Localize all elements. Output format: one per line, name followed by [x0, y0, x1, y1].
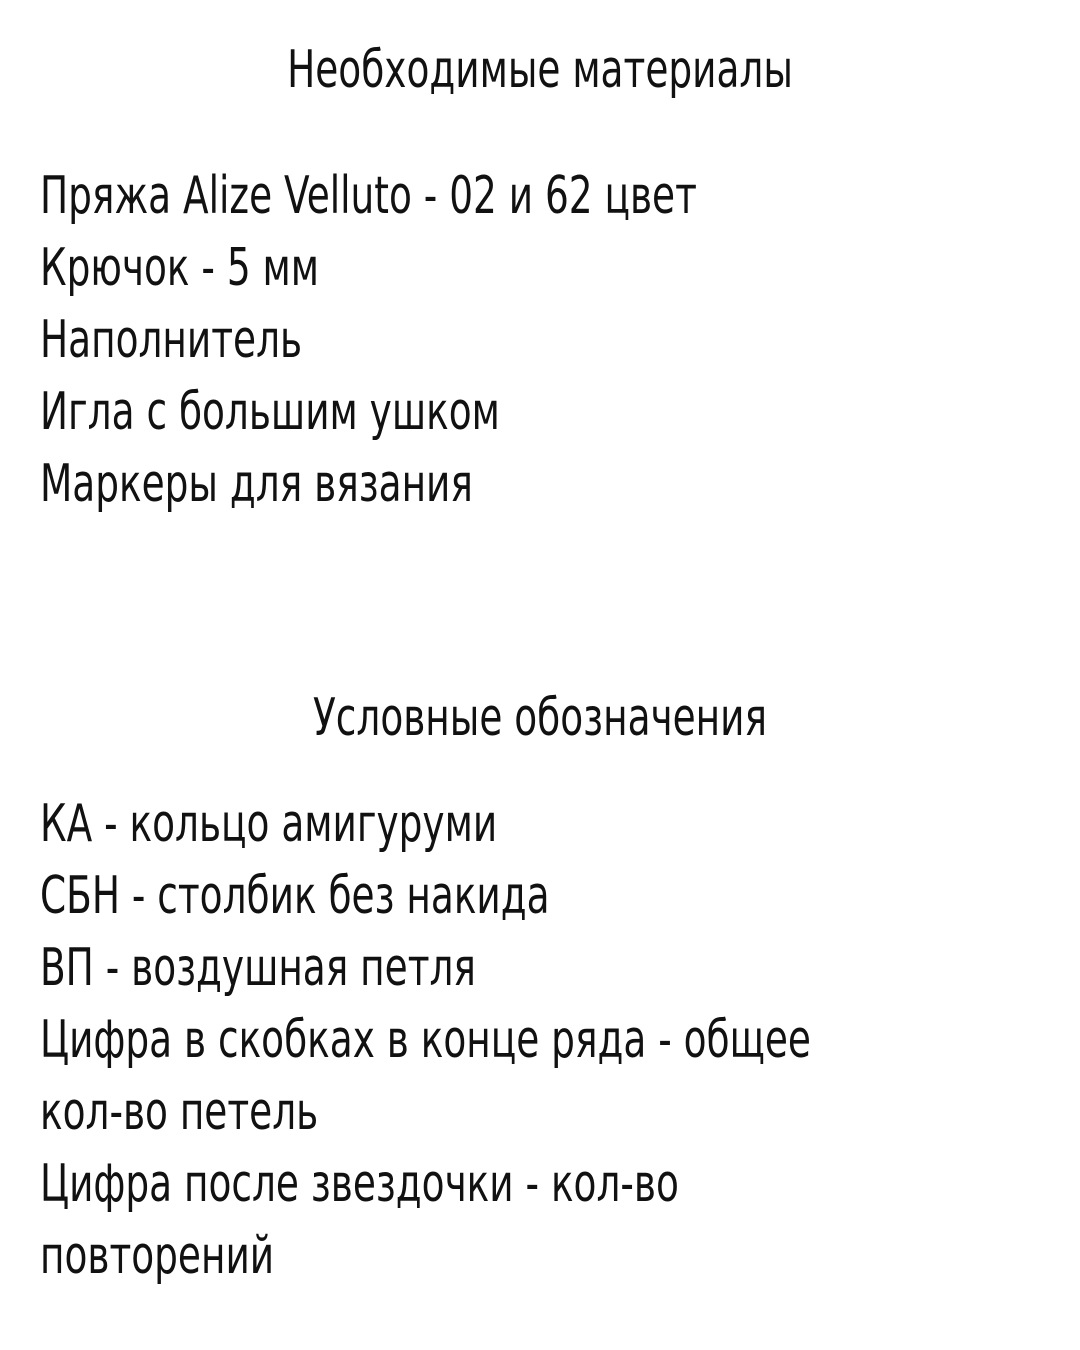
legend-line-brackets-cont: кол-во петель: [40, 1082, 319, 1142]
materials-item-yarn: Пряжа Alize Velluto - 02 и 62 цвет: [40, 166, 697, 226]
materials-title: Необходимые материалы: [287, 40, 793, 100]
materials-item-hook: Крючок - 5 мм: [40, 238, 320, 298]
legend-line-ka: КА - кольцо амигуруми: [40, 794, 498, 854]
legend-line-vp: ВП - воздушная петля: [40, 938, 476, 998]
materials-item-markers: Маркеры для вязания: [40, 454, 473, 514]
materials-item-filler: Наполнитель: [40, 310, 303, 370]
materials-item-needle: Игла с большим ушком: [40, 382, 500, 442]
legend-line-brackets: Цифра в скобках в конце ряда - общее: [40, 1010, 811, 1070]
legend-list: [40, 788, 1040, 1292]
legend-line-asterisk: Цифра после звездочки - кол-во: [40, 1154, 679, 1214]
legend-line-sbn: СБН - столбик без накида: [40, 866, 550, 926]
legend-title: Условные обозначения: [312, 688, 768, 748]
legend-line-asterisk-cont: повторений: [40, 1226, 275, 1286]
materials-list: [40, 160, 1040, 520]
